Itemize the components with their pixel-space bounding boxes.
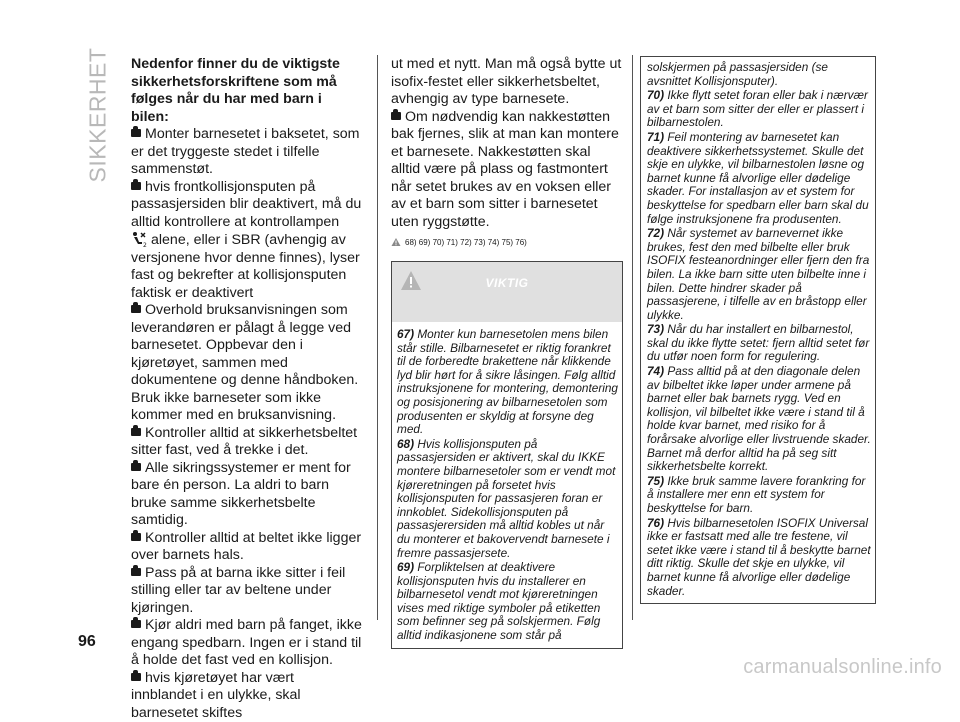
airbag-lamp-text: 2 alene, eller i SBR (avhengig av versjonene hvor denne finnes), lyser fast og bekrefter at kollisjonsputen faktisk er deaktivert [131, 231, 363, 302]
list-item: Alle sikringssystemer er ment for bare én person. La aldri to barn bruke samme sikkerhetsbelte samtidig. [131, 460, 363, 530]
note-item: 73) Når du har installert en bilbarnestol, skal du ikke flytte setet: fjern alltid setet før du utfør noen form for regulering. [647, 323, 871, 364]
continuation-text: ut med et nytt. Man må også bytte ut isofix-festet eller sikkerhetsbeltet, avhengig av type barnesete. [391, 56, 623, 109]
important-box-body [392, 322, 622, 648]
list-item: Kontroller alltid at sikkerhetsbeltet sitter fast, ved å trekke i det. [131, 425, 363, 460]
important-box-continued [640, 56, 876, 604]
list-item: Overhold bruksanvisningen som leverandøren er pålagt å legge ved barnesetet. Oppbevar den i kjøretøyet, sammen med dokumentene og denne håndboken. Bruk ikke barneseter som ikke kommer med en bruksanvisning. [131, 302, 363, 425]
note-item: 74) Pass alltid på at den diagonale delen av bilbeltet ikke løper under armene på barnet eller bak barnets rygg. Ved en kollisjon, vil bilbeltet ikke være i stand til å holde kvar barnet, med risiko for å forårsake alvorlige eller livstruende skader. Barnet må derfor alltid ha på seg sitt sikkerhetsbelte korrekt. [647, 365, 871, 474]
note-references: 68) 69) 70) 71) 72) 73) 74) 75) 76) [391, 237, 623, 247]
note-item: 72) Når systemet av barnevernet ikke brukes, fest den med bilbelte eller bruk ISOFIX festeanordninger eller fjern den fra bilen. La ikke barn sitte uten bilbelte inne i bilen. Dette hindrer skader på passasjerene, i tilfelle av en bråstopp eller ulykke. [647, 227, 871, 322]
section-heading: Nedenfor finner du de viktigste sikkerhetsforskriftene som må følges når du har med barn i bilen: [131, 56, 363, 126]
list-item: Pass på at barna ikke sitter i feil stilling eller tar av beltene under kjøringen. [131, 565, 363, 618]
note-item: 69) Forpliktelsen at deaktivere kollisjonsputen hvis du installerer en bilbarnesetol vendt mot kjøreretningen vises med riktige symboler på etiketten som befinner seg på solskjermen. Følg alltid indikasjonene som står på [397, 561, 618, 643]
list-item: Kjør aldri med barn på fanget, ikke engang spedbarn. Ingen er i stand til å holde det fast ved en kollisjon. [131, 617, 363, 670]
note-item: 75) Ikke bruk samme lavere forankring for å installere mer enn ett system for beskyttelse for barn. [647, 475, 871, 516]
car-bullet-icon [131, 620, 141, 628]
list-item: hvis frontkollisjonsputen på passasjersiden blir deaktivert, må du alltid kontrollere at kontrollampen [131, 179, 363, 232]
note-item: 76) Hvis bilbarnesetolen ISOFIX Universal ikke er fastsatt med alle tre festene, vil setet ikke være i stand til å beskytte barnet ditt riktig. Skulle det skje en ulykke, vil barnet kunne få alvorlige eller dødelige skader. [647, 517, 871, 599]
car-bullet-icon [131, 428, 141, 436]
list-item: Monter barnesetet i baksetet, som er det tryggeste stedet i tilfelle sammenstøt. [131, 126, 363, 179]
page-number: 96 [78, 633, 96, 651]
watermark: carmanualsonline.info [743, 656, 942, 679]
airbag-off-indicator-icon [131, 231, 147, 247]
note-continuation: solskjermen på passasjersiden (se avsnittet Kollisjonsputer). [647, 61, 871, 88]
note-item: 71) Feil montering av barnesetet kan deaktivere sikkerhetssystemet. Skulle det skje en ulykke, vil bilbarnestolen løsne og barnet kunne få alvorlige eller dødelige skader. For installasjon av et system for beskyttelse for spedbarn eller barn skal du følge instruksjonene fra produsenten. [647, 131, 871, 226]
column-2 [391, 56, 623, 649]
car-bullet-icon [131, 182, 141, 190]
list-item: Kontroller alltid at beltet ikke ligger over barnets hals. [131, 530, 363, 565]
column-3 [640, 56, 876, 604]
car-bullet-icon [391, 112, 401, 120]
warning-small-icon [391, 237, 401, 247]
svg-text:2: 2 [143, 242, 147, 247]
car-bullet-icon [131, 463, 141, 471]
important-title: VIKTIG [392, 276, 622, 290]
car-bullet-icon [131, 568, 141, 576]
car-bullet-icon [131, 673, 141, 681]
car-bullet-icon [131, 533, 141, 541]
important-box [391, 261, 623, 649]
section-side-label: SIKKERHET [84, 50, 112, 180]
note-item: 68) Hvis kollisjonsputen på passasjersiden er aktivert, skal du IKKE montere bilbarnesetoler som er vendt mot kjøreretningen på forsetet hvis kollisjonsputen for passasjeren foran er innkoblet. Sidekollisjonsputen på passasjerersiden må alltid kobles ut når du monterer et bakovervendt barnesete i fremre passasjersete. [397, 438, 618, 560]
note-item: 67) Monter kun barnesetolen mens bilen står stille. Bilbarnesetet er riktig forankret til de forberedte brakettene når klikkende lyd blir hørt for å sikre låsingen. Følg alltid instruksjonene for montering, demontering og posisjonering av bilbarnesetolen som produsenten er skyldig at forsyne deg med. [397, 328, 618, 437]
car-bullet-icon [131, 305, 141, 313]
column-divider [377, 55, 378, 620]
car-bullet-icon [131, 129, 141, 137]
list-item: hvis kjøretøyet har vært innblandet i en ulykke, skal barnesetet skiftes [131, 670, 363, 722]
column-1 [131, 56, 363, 722]
list-item: Om nødvendig kan nakkestøtten bak fjernes, slik at man kan montere et barnesete. Nakkestøtten skal alltid være på plass og fastmontert når setet brukes av en voksen eller av et barn som sitter i barnesetet uten ryggstøtte. [391, 109, 623, 232]
important-box-header [392, 262, 622, 322]
column-divider [632, 55, 633, 620]
note-item: 70) Ikke flytt setet foran eller bak i nærvær av et barn som sitter der eller er plassert i bilbarnestolen. [647, 89, 871, 130]
